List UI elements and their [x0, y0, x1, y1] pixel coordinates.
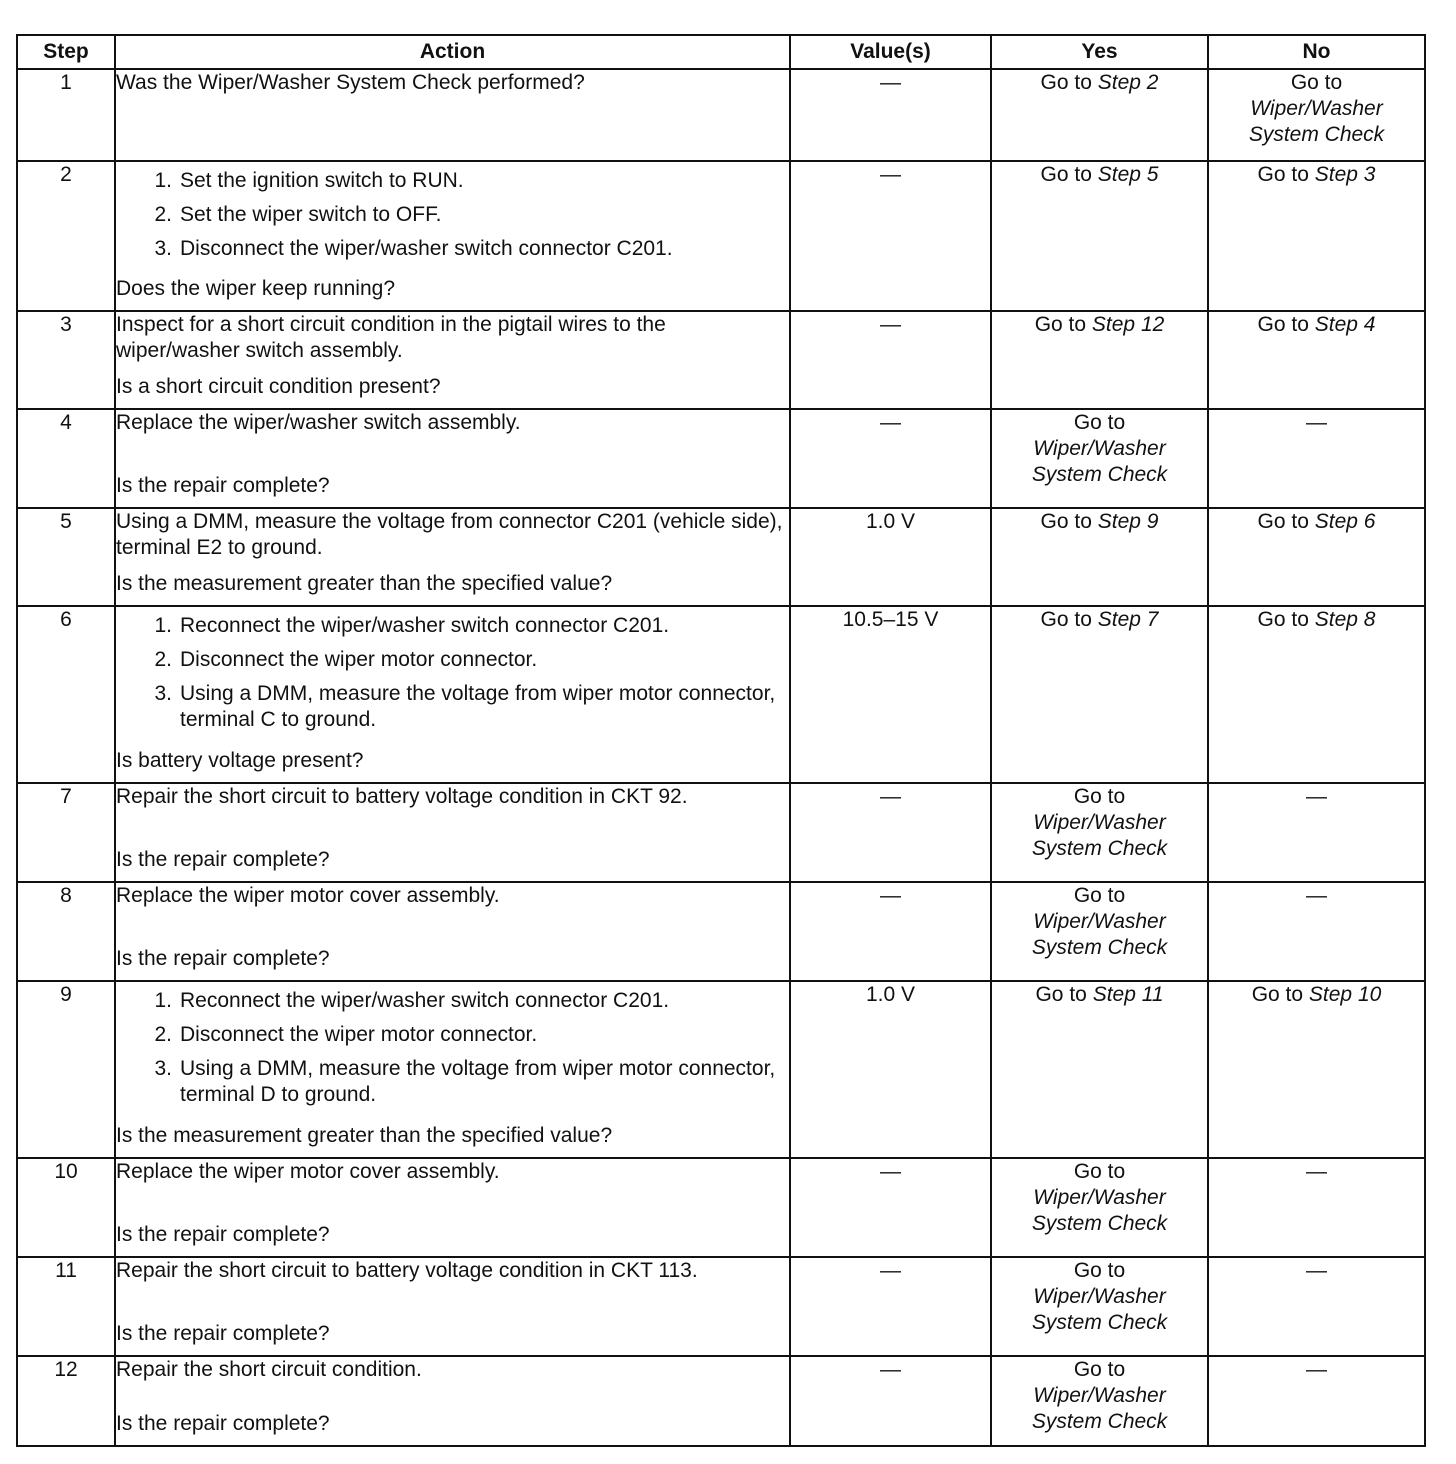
yes-goto-prefix: Go to [1034, 313, 1087, 336]
value-cell: — [790, 1356, 991, 1446]
no-cell: — [1208, 882, 1425, 981]
yes-cell [991, 981, 1208, 1158]
action-cell [115, 311, 790, 409]
step-number: 6 [17, 606, 115, 783]
action-text: Replace the wiper motor cover assembly. [116, 884, 500, 907]
value-cell: 1.0 V [790, 981, 991, 1158]
no-goto-reference[interactable]: Step 10 [1308, 983, 1382, 1006]
header-row [17, 35, 1425, 69]
substep-text: Using a DMM, measure the voltage from wiper motor connector, terminal D to ground. [180, 1057, 776, 1106]
value-cell: — [790, 69, 991, 161]
value-cell: — [790, 882, 991, 981]
header-values: Value(s) [790, 35, 991, 69]
yes-goto-reference[interactable]: Step 7 [1097, 608, 1159, 631]
yes-goto-prefix: Go to [1073, 1160, 1126, 1183]
table-row [17, 882, 1425, 981]
action-text: Repair the short circuit to battery voltage condition in CKT 113. [116, 1259, 698, 1282]
step-number: 3 [17, 311, 115, 409]
value-cell: 10.5–15 V [790, 606, 991, 783]
no-goto-reference[interactable]: Step 8 [1314, 608, 1376, 631]
table-row [17, 311, 1425, 409]
substep-item [116, 202, 789, 228]
value-cell: 1.0 V [790, 508, 991, 606]
table-row [17, 783, 1425, 882]
no-goto-reference[interactable]: Wiper/Washer System Check [1248, 97, 1385, 146]
yes-goto-reference[interactable]: Wiper/Washer System Check [1031, 437, 1168, 486]
step-number: 5 [17, 508, 115, 606]
yes-goto-reference[interactable]: Step 2 [1097, 71, 1159, 94]
value-cell: — [790, 161, 991, 311]
substep-list [116, 988, 789, 1108]
no-cell: — [1208, 1257, 1425, 1356]
value-cell: — [790, 409, 991, 508]
action-cell [115, 161, 790, 311]
step-number: 12 [17, 1356, 115, 1446]
header-yes: Yes [991, 35, 1208, 69]
step-number: 1 [17, 69, 115, 161]
substep-item [116, 681, 789, 733]
substep-item [116, 1022, 789, 1048]
yes-goto-prefix: Go to [1073, 785, 1126, 808]
step-number: 11 [17, 1257, 115, 1356]
action-cell [115, 1257, 790, 1356]
substep-text: Set the wiper switch to OFF. [180, 203, 442, 226]
yes-cell [991, 783, 1208, 882]
yes-cell [991, 1257, 1208, 1356]
no-cell: — [1208, 1158, 1425, 1257]
table-row [17, 1257, 1425, 1356]
substep-text: Set the ignition switch to RUN. [180, 169, 464, 192]
table-row [17, 508, 1425, 606]
substep-number: 2. [154, 1023, 172, 1046]
substep-text: Disconnect the wiper/washer switch connector C201. [180, 237, 673, 260]
yes-goto-reference[interactable]: Step 12 [1091, 313, 1165, 336]
yes-goto-reference[interactable]: Wiper/Washer System Check [1031, 811, 1168, 860]
yes-goto-reference[interactable]: Step 9 [1097, 510, 1159, 533]
substep-number: 3. [154, 1057, 172, 1080]
substep-text: Reconnect the wiper/washer switch connector C201. [180, 614, 670, 637]
action-question: Is a short circuit condition present? [116, 375, 441, 398]
yes-goto-reference[interactable]: Step 5 [1097, 163, 1159, 186]
action-question: Is the repair complete? [116, 1412, 330, 1435]
no-goto-prefix: Go to [1257, 608, 1309, 631]
header-step: Step [17, 35, 115, 69]
action-text: Inspect for a short circuit condition in the pigtail wires to the wiper/washer switch assembly. [116, 313, 666, 362]
action-cell [115, 606, 790, 783]
action-text: Repair the short circuit to battery voltage condition in CKT 92. [116, 785, 688, 808]
action-text: Was the Wiper/Washer System Check performed? [116, 71, 585, 94]
header-action: Action [115, 35, 790, 69]
yes-goto-prefix: Go to [1040, 163, 1092, 186]
step-number: 4 [17, 409, 115, 508]
value-cell: — [790, 783, 991, 882]
no-cell [1208, 508, 1425, 606]
action-text: Using a DMM, measure the voltage from connector C201 (vehicle side), terminal E2 to ground. [116, 510, 783, 559]
action-question: Is the repair complete? [116, 474, 330, 497]
action-question: Is the repair complete? [116, 1322, 330, 1345]
substep-item [116, 236, 789, 262]
no-cell [1208, 981, 1425, 1158]
action-text: Replace the wiper/washer switch assembly. [116, 411, 521, 434]
no-goto-reference[interactable]: Step 4 [1314, 313, 1376, 336]
yes-goto-prefix: Go to [1073, 884, 1126, 907]
yes-goto-reference[interactable]: Wiper/Washer System Check [1031, 1285, 1168, 1334]
no-cell [1208, 161, 1425, 311]
header-no: No [1208, 35, 1425, 69]
action-question: Is battery voltage present? [116, 749, 364, 772]
substep-item [116, 647, 789, 673]
no-goto-prefix: Go to [1257, 510, 1309, 533]
table-row [17, 606, 1425, 783]
value-cell: — [790, 1257, 991, 1356]
no-goto-reference[interactable]: Step 3 [1314, 163, 1376, 186]
yes-goto-prefix: Go to [1040, 608, 1092, 631]
no-goto-prefix: Go to [1251, 983, 1304, 1006]
substep-text: Disconnect the wiper motor connector. [180, 648, 538, 671]
no-goto-prefix: Go to [1257, 313, 1309, 336]
substep-number: 2. [154, 203, 172, 226]
action-question: Is the repair complete? [116, 1223, 330, 1246]
action-text: Replace the wiper motor cover assembly. [116, 1160, 500, 1183]
table-row [17, 981, 1425, 1158]
yes-goto-prefix: Go to [1073, 411, 1126, 434]
action-question: Is the measurement greater than the specified value? [116, 572, 613, 595]
substep-number: 2. [154, 648, 172, 671]
yes-goto-reference[interactable]: Step 11 [1092, 983, 1164, 1006]
substep-text: Using a DMM, measure the voltage from wiper motor connector, terminal C to ground. [180, 682, 776, 731]
yes-goto-prefix: Go to [1040, 510, 1092, 533]
step-number: 10 [17, 1158, 115, 1257]
substep-number: 3. [154, 237, 172, 260]
value-cell: — [790, 1158, 991, 1257]
no-cell: — [1208, 783, 1425, 882]
substep-item [116, 988, 789, 1014]
substep-list [116, 168, 789, 262]
substep-item [116, 613, 789, 639]
yes-goto-reference[interactable]: Wiper/Washer System Check [1031, 910, 1168, 959]
action-cell [115, 882, 790, 981]
substep-text: Reconnect the wiper/washer switch connector C201. [180, 989, 670, 1012]
step-number: 7 [17, 783, 115, 882]
yes-goto-prefix: Go to [1073, 1259, 1126, 1282]
substep-number: 1. [154, 614, 172, 637]
no-cell [1208, 69, 1425, 161]
substep-text: Disconnect the wiper motor connector. [180, 1023, 538, 1046]
no-goto-prefix: Go to [1257, 163, 1309, 186]
no-cell: — [1208, 1356, 1425, 1446]
substep-item [116, 1056, 789, 1108]
no-goto-prefix: Go to [1290, 71, 1343, 94]
diagnostic-table [16, 34, 1426, 1447]
yes-goto-prefix: Go to [1040, 71, 1092, 94]
action-cell [115, 409, 790, 508]
action-text: Repair the short circuit condition. [116, 1358, 422, 1381]
yes-goto-prefix: Go to [1035, 983, 1087, 1006]
yes-cell [991, 1158, 1208, 1257]
yes-cell [991, 508, 1208, 606]
action-cell [115, 1356, 790, 1446]
yes-cell [991, 161, 1208, 311]
no-cell: — [1208, 409, 1425, 508]
step-number: 8 [17, 882, 115, 981]
action-cell [115, 69, 790, 161]
step-number: 2 [17, 161, 115, 311]
action-cell [115, 1158, 790, 1257]
action-cell [115, 981, 790, 1158]
table-row [17, 69, 1425, 161]
no-cell [1208, 311, 1425, 409]
action-cell [115, 783, 790, 882]
yes-goto-reference[interactable]: Wiper/Washer System Check [1031, 1186, 1168, 1235]
yes-cell [991, 409, 1208, 508]
yes-goto-reference[interactable]: Wiper/Washer System Check [1031, 1384, 1168, 1433]
action-cell [115, 508, 790, 606]
yes-cell [991, 69, 1208, 161]
yes-goto-prefix: Go to [1073, 1358, 1126, 1381]
table-row [17, 1158, 1425, 1257]
table-body [17, 69, 1425, 1446]
action-question: Is the repair complete? [116, 848, 330, 871]
no-goto-reference[interactable]: Step 6 [1314, 510, 1376, 533]
substep-list [116, 613, 789, 733]
step-number: 9 [17, 981, 115, 1158]
action-question: Does the wiper keep running? [116, 277, 396, 300]
yes-cell [991, 606, 1208, 783]
substep-number: 3. [154, 682, 172, 705]
table-row [17, 409, 1425, 508]
yes-cell [991, 882, 1208, 981]
substep-number: 1. [154, 169, 172, 192]
yes-cell [991, 1356, 1208, 1446]
action-question: Is the repair complete? [116, 947, 330, 970]
no-cell [1208, 606, 1425, 783]
substep-item [116, 168, 789, 194]
table-row [17, 161, 1425, 311]
yes-cell [991, 311, 1208, 409]
substep-number: 1. [154, 989, 172, 1012]
action-question: Is the measurement greater than the specified value? [116, 1124, 613, 1147]
value-cell: — [790, 311, 991, 409]
table-row [17, 1356, 1425, 1446]
